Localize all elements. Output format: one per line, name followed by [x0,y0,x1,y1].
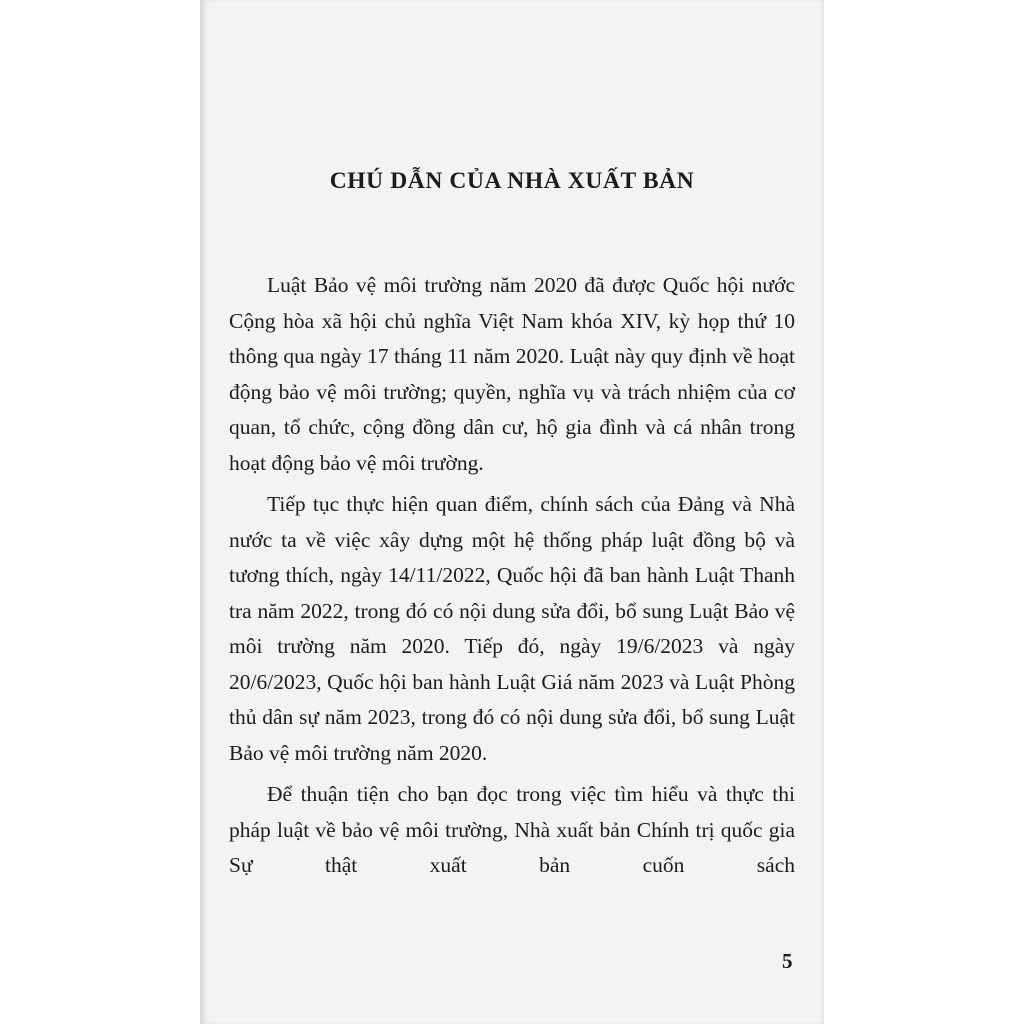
body-text [229,268,795,884]
paragraph-2: Tiếp tục thực hiện quan điểm, chính sách của Đảng và Nhà nước ta về việc xây dựng một hệ thống pháp luật đồng bộ và tương thích, ngày 14/11/2022, Quốc hội đã ban hành Luật Thanh tra năm 2022, trong đó có nội dung sửa đổi, bổ sung Luật Bảo vệ môi trường năm 2020. Tiếp đó, ngày 19/6/2023 và ngày 20/6/2023, Quốc hội ban hành Luật Giá năm 2023 và Luật Phòng thủ dân sự năm 2023, trong đó có nội dung sửa đổi, bổ sung Luật Bảo vệ môi trường năm 2020. [229,492,795,765]
paragraph-1: Luật Bảo vệ môi trường năm 2020 đã được Quốc hội nước Cộng hòa xã hội chủ nghĩa Việt Nam khóa XIV, kỳ họp thứ 10 thông qua ngày 17 tháng 11 năm 2020. Luật này quy định về hoạt động bảo vệ môi trường; quyền, nghĩa vụ và trách nhiệm của cơ quan, tổ chức, cộng đồng dân cư, hộ gia đình và cá nhân trong hoạt động bảo vệ môi trường. [229,273,795,475]
paragraph-3: Để thuận tiện cho bạn đọc trong việc tìm hiểu và thực thi pháp luật về bảo vệ môi trường, Nhà xuất bản Chính trị quốc gia Sự thật xuất bản cuốn sách [229,782,795,877]
page-number: 5 [782,949,793,973]
page-title: CHÚ DẪN CỦA NHÀ XUẤT BẢN [329,168,695,194]
